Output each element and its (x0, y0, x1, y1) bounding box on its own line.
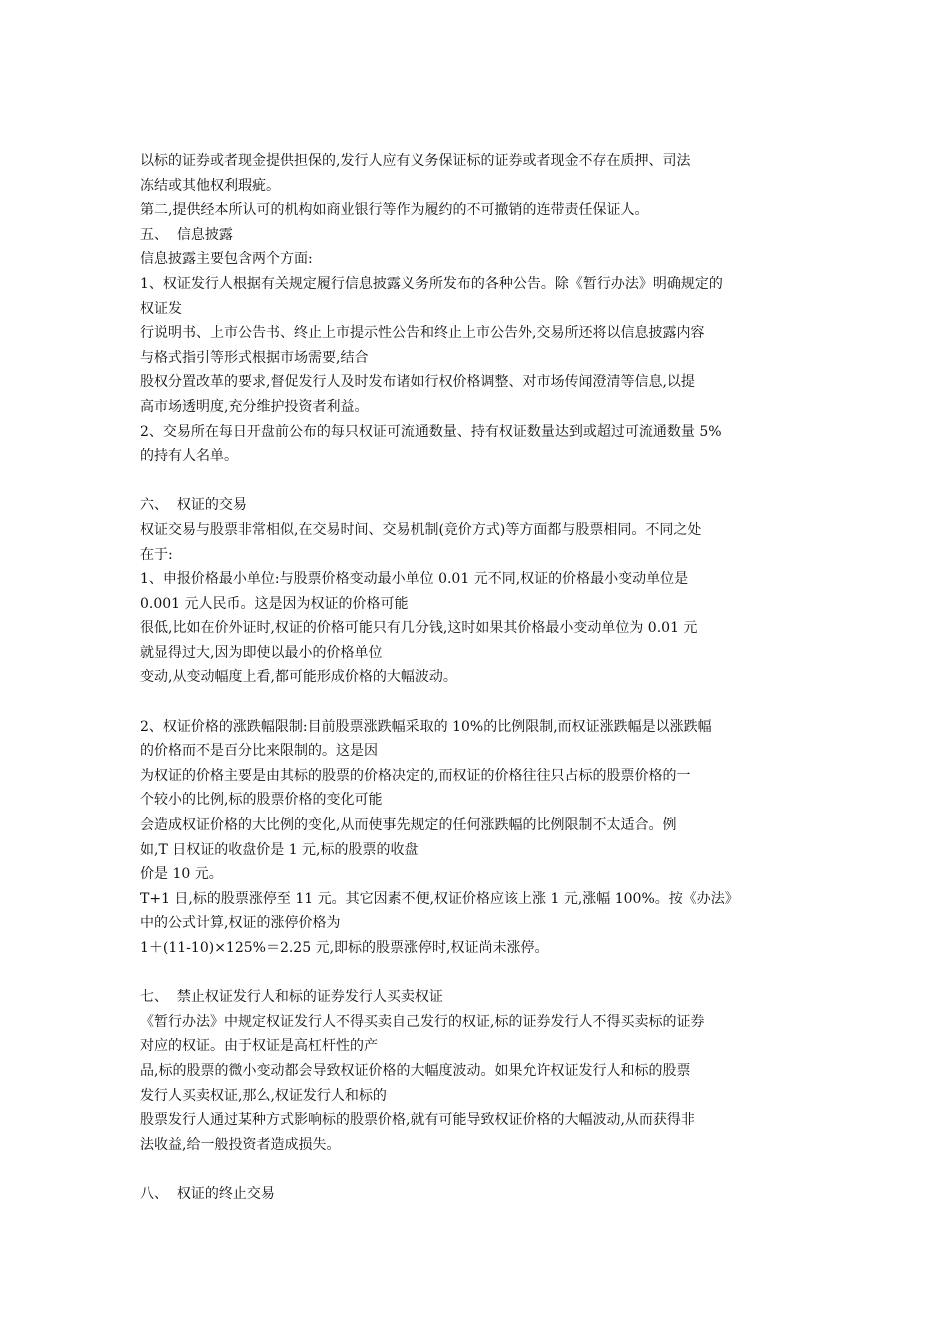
paragraph-prohibition (140, 1010, 812, 1158)
section-heading-8: 八、 权证的终止交易 (140, 1185, 275, 1202)
text-line: 品,标的股票的微小变动都会导致权证价格的大幅度波动。如果允许权证发行人和标的股票 (140, 1062, 691, 1079)
section-heading-7: 七、 禁止权证发行人和标的证券发行人买卖权证 (140, 989, 443, 1006)
text-line: 中的公式计算,权证的涨停价格为 (140, 915, 341, 932)
text-line: 权证交易与股票非常相似,在交易时间、交易机制(竞价方式)等方面都与股票相同。不同之处 (140, 521, 702, 538)
text-line: 1＋(11-10)×125%＝2.25 元,即标的股票涨停时,权证尚未涨停。 (140, 940, 549, 956)
text-line: 1、权证发行人根据有关规定履行信息披露义务所发布的各种公告。除《暂行办法》明确规定的 (140, 275, 723, 292)
paragraph-collateral (140, 149, 812, 198)
text-line: 权证发 (140, 300, 182, 317)
text-line: 1、申报价格最小单位:与股票价格变动最小单位 0.01 元不同,权证的价格最小变动单位是 (140, 571, 689, 588)
blank-line (140, 469, 812, 494)
text-line: 以标的证券或者现金提供担保的,发行人应有义务保证标的证券或者现金不存在质押、司法 (140, 153, 691, 169)
text-line: 2、权证价格的涨跌幅限制:目前股票涨跌幅采取的 10%的比例限制,而权证涨跌幅是以涨跌幅 (140, 718, 712, 735)
paragraph-trading-intro (140, 518, 812, 567)
text-line: 对应的权证。由于权证是高杠杆性的产 (140, 1038, 378, 1055)
text-line: 很低,比如在价外证时,权证的价格可能只有几分钱,这时如果其价格最小变动单位为 0.01 元 (140, 620, 698, 637)
text-line: 会造成权证价格的大比例的变化,从而使事先规定的任何涨跌幅的比例限制不太适合。例 (140, 817, 677, 834)
paragraph-price-limit (140, 715, 812, 887)
blank-line (140, 690, 812, 715)
text-line: 价是 10 元。 (140, 866, 223, 883)
text-line: 第二,提供经本所认可的机构如商业银行等作为履约的不可撤销的连带责任保证人。 (140, 202, 649, 219)
text-line: 如,T 日权证的收盘价是 1 元,标的股票的收盘 (140, 841, 419, 858)
text-line: 与格式指引等形式根据市场需要,结合 (140, 349, 369, 366)
text-line: T+1 日,标的股票涨停至 11 元。其它因素不便,权证价格应该上涨 1 元,涨幅 100%。按《办法》 (140, 890, 739, 907)
blank-line (140, 1157, 812, 1182)
text-line: 的持有人名单。 (140, 448, 238, 465)
paragraph-disclosure-intro (140, 247, 812, 272)
paragraph-disclosure-1 (140, 272, 812, 420)
text-line: 高市场透明度,充分维护投资者利益。 (140, 398, 369, 415)
text-line: 行说明书、上市公告书、终止上市提示性公告和终止上市公告外,交易所还将以信息披露内容 (140, 325, 705, 342)
text-line: 股票发行人通过某种方式影响标的股票价格,就有可能导致权证价格的大幅波动,从而获得非 (140, 1112, 695, 1129)
paragraph-disclosure-2 (140, 420, 812, 469)
text-line: 为权证的价格主要是由其标的股票的价格决定的,而权证的价格往往只占标的股票价格的一 (140, 767, 691, 784)
text-line: 的价格而不是百分比来限制的。这是因 (140, 743, 378, 760)
text-line: 冻结或其他权利瑕疵。 (140, 177, 280, 194)
text-line: 法收益,给一般投资者造成损失。 (140, 1136, 341, 1153)
paragraph-guarantor (140, 198, 812, 223)
section-heading-6: 六、 权证的交易 (140, 497, 247, 514)
text-line: 信息披露主要包含两个方面: (140, 251, 313, 268)
text-line: 0.001 元人民币。这是因为权证的价格可能 (140, 595, 409, 612)
blank-line (140, 961, 812, 986)
text-line: 在于: (140, 546, 173, 563)
document-body (140, 149, 812, 1207)
text-line: 变动,从变动幅度上看,都可能形成价格的大幅波动。 (140, 669, 457, 686)
text-line: 个较小的比例,标的股票价格的变化可能 (140, 792, 383, 809)
section-heading-5: 五、 信息披露 (140, 226, 233, 243)
text-line: 股权分置改革的要求,督促发行人及时发布诸如行权价格调整、对市场传闻澄清等信息,以提 (140, 374, 695, 391)
paragraph-example (140, 887, 812, 961)
text-line: 《暂行办法》中规定权证发行人不得买卖自己发行的权证,标的证券发行人不得买卖标的证券 (140, 1013, 705, 1030)
text-line: 就显得过大,因为即使以最小的价格单位 (140, 644, 383, 661)
text-line: 发行人买卖权证,那么,权证发行人和标的 (140, 1087, 387, 1104)
text-line: 2、交易所在每日开盘前公布的每只权证可流通数量、持有权证数量达到或超过可流通数量 5% (140, 423, 722, 440)
paragraph-tick-size (140, 567, 812, 690)
